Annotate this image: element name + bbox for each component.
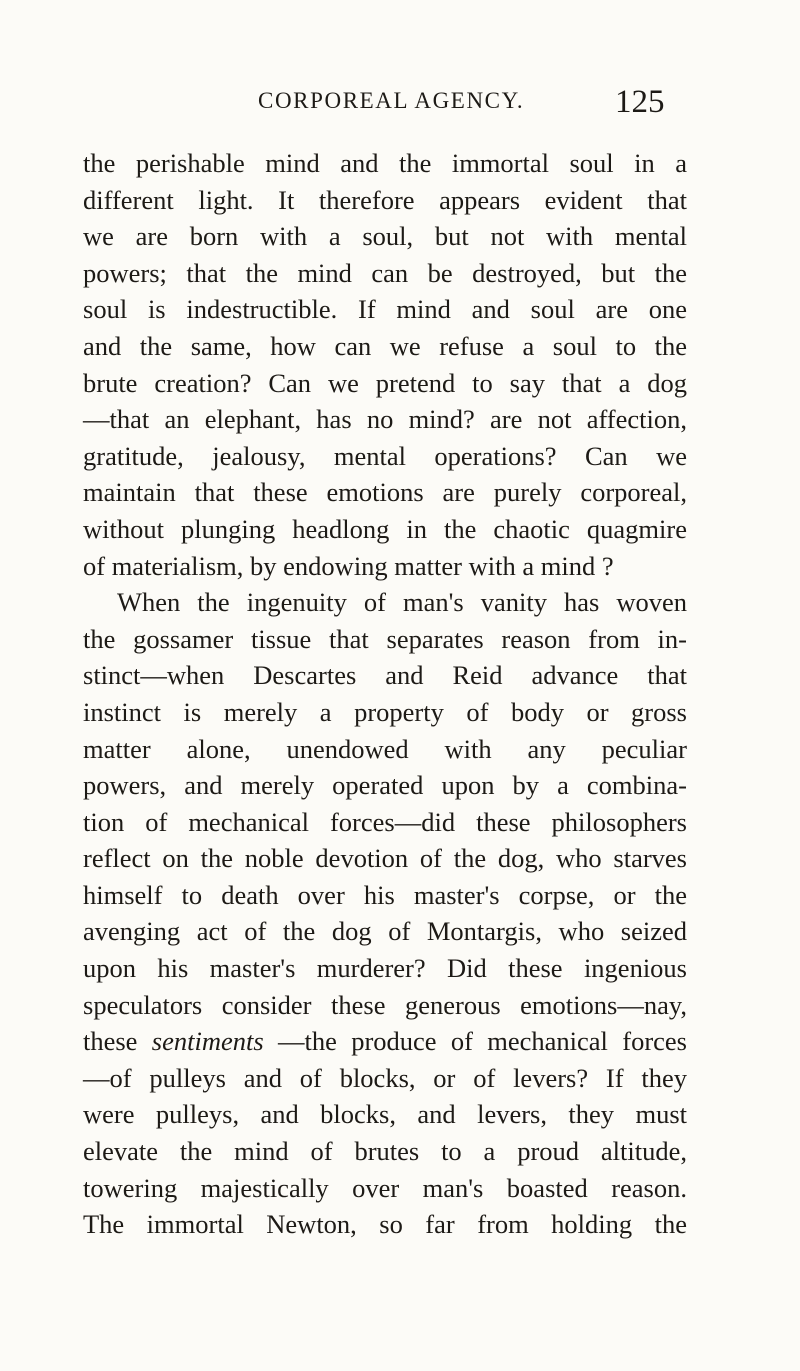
text-line: powers; that the mind can be destroyed, but the — [83, 257, 687, 288]
page-number: 125 — [615, 84, 665, 120]
text-line: soul is indestructible. If mind and soul are one — [83, 294, 687, 325]
text-line: avenging act of the dog of Montargis, who seized — [83, 916, 687, 947]
chapter-title: CORPOREAL AGENCY. — [258, 88, 525, 113]
text-line: When the ingenuity of man's vanity has woven — [117, 587, 687, 618]
text-line: the perishable mind and the immortal soul in a — [83, 148, 687, 178]
text-line: speculators consider these generous emotions—nay, — [83, 989, 687, 1020]
body-text — [83, 145, 687, 1243]
text-line: matter alone, unendowed with any peculiar — [83, 733, 687, 764]
text-line: The immortal Newton, so far from holding the — [83, 1209, 687, 1240]
text-segment: these — [83, 1026, 152, 1057]
text-line: tion of mechanical forces—did these philosophers — [83, 806, 687, 837]
text-line: towering majestically over man's boasted reason. — [83, 1172, 687, 1203]
italic-word: sentiments — [151, 1026, 264, 1057]
text-line: brute creation? Can we pretend to say that a dog — [83, 367, 687, 398]
text-line: the gossamer tissue that separates reason from in- — [83, 623, 687, 654]
text-line: powers, and merely operated upon by a combina- — [83, 770, 687, 801]
text-line: elevate the mind of brutes to a proud altitude, — [83, 1136, 687, 1167]
text-line: —of pulleys and of blocks, or of levers? If they — [83, 1062, 687, 1093]
text-line — [83, 1023, 687, 1060]
text-line: upon his master's murderer? Did these ingenious — [83, 953, 687, 984]
text-line: —that an elephant, has no mind? are not affection, — [83, 404, 687, 435]
text-line: reflect on the noble devotion of the dog, who starves — [83, 843, 687, 874]
running-head — [0, 84, 800, 128]
text-line: different light. It therefore appears evident that — [83, 184, 687, 215]
text-line: himself to death over his master's corpse, or the — [83, 879, 687, 910]
text-line: without plunging headlong in the chaotic quagmire — [83, 513, 687, 544]
text-line: instinct is merely a property of body or gross — [83, 696, 687, 727]
text-line: stinct—when Descartes and Reid advance that — [83, 660, 687, 691]
text-line: we are born with a soul, but not with mental — [83, 221, 687, 252]
text-line: gratitude, jealousy, mental operations? Can we — [83, 440, 687, 471]
text-line: maintain that these emotions are purely corporeal, — [83, 477, 687, 508]
text-segment: —the produce of mechanical forces — [263, 1026, 687, 1057]
text-line: were pulleys, and blocks, and levers, they must — [83, 1099, 687, 1130]
text-line: and the same, how can we refuse a soul to the — [83, 330, 687, 361]
text-line: of materialism, by endowing matter with a mind ? — [83, 550, 614, 581]
